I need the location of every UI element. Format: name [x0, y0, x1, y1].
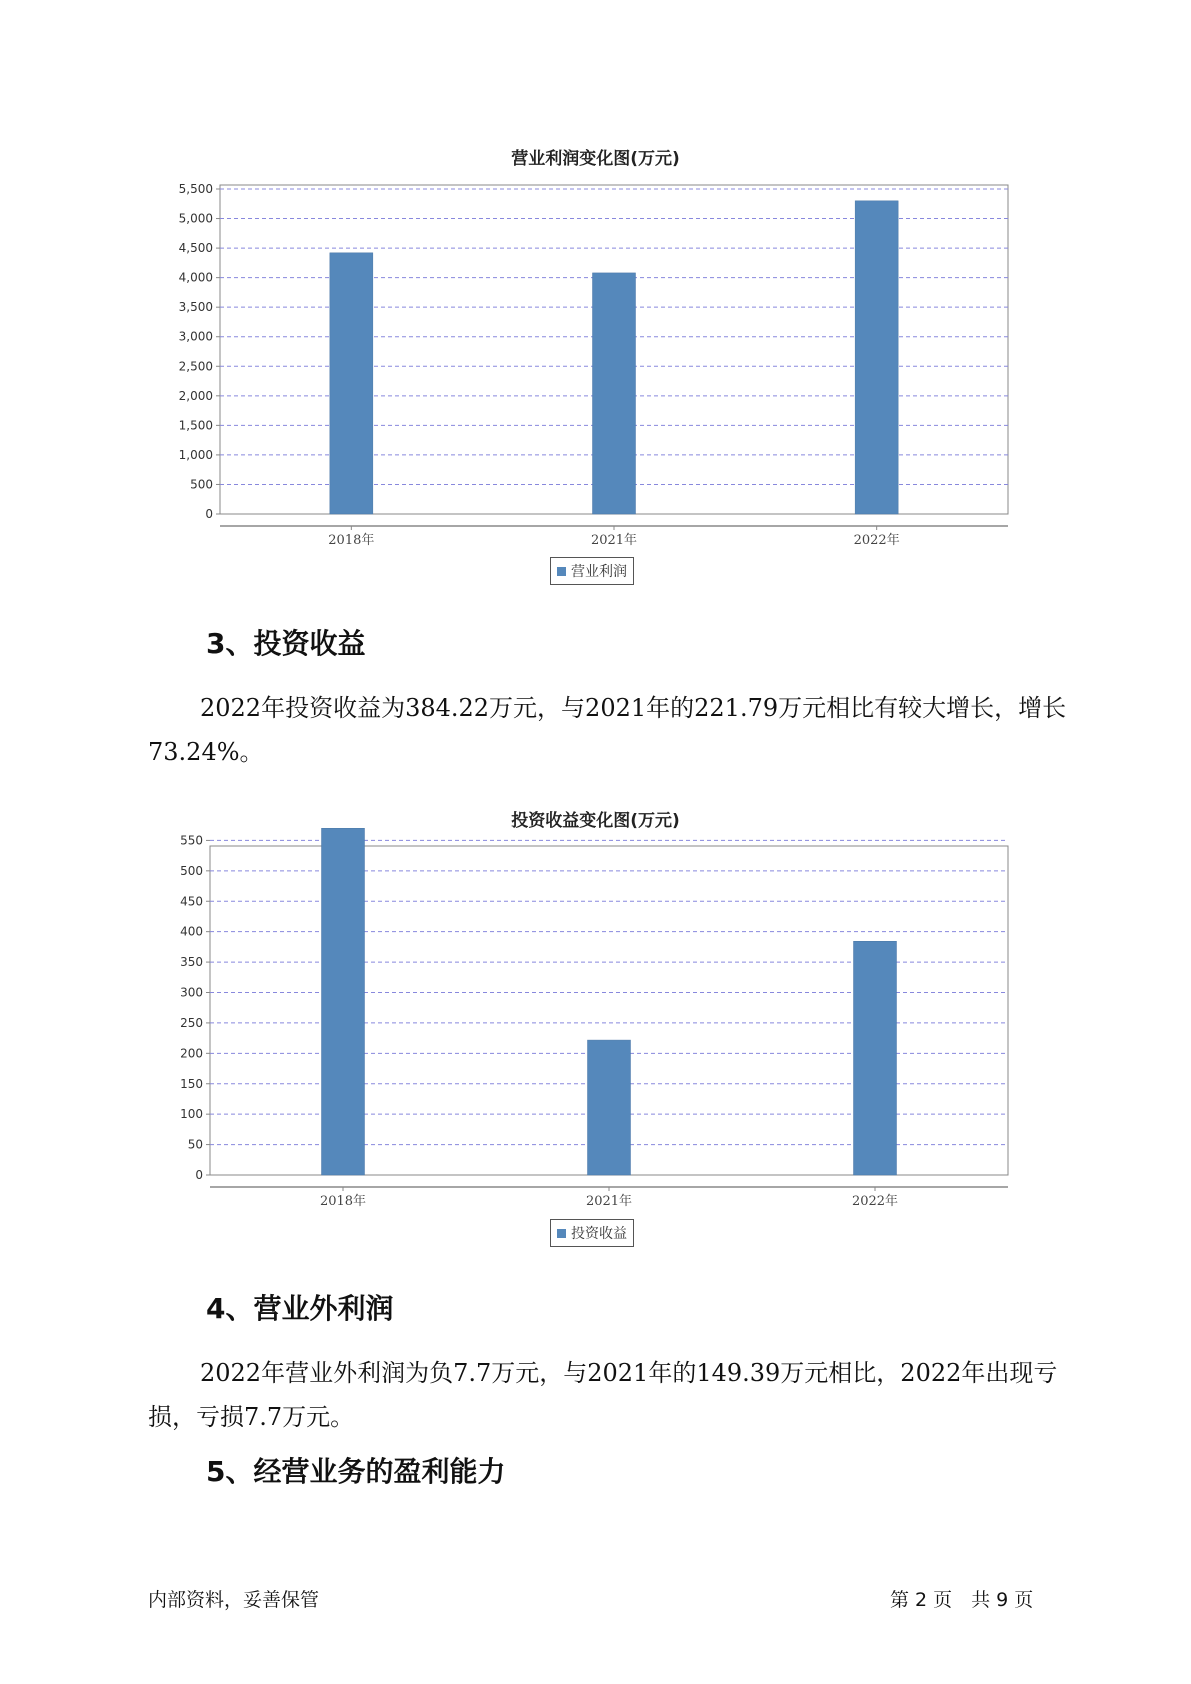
y-tick-label: 450 [180, 894, 203, 909]
footer-confidential-note: 内部资料，妥善保管 [148, 1589, 320, 1611]
section-4-paragraph: 2022年营业外利润为负7.7万元，与2021年的149.39万元相比，2022年出现亏损，亏损7.7万元。 [148, 1359, 1058, 1431]
page-total: 9 [996, 1589, 1009, 1611]
x-tick-label: 2018年 [328, 533, 375, 548]
section-5-heading: 5、经营业务的盈利能力 [206, 1455, 506, 1488]
x-tick-label: 2022年 [853, 533, 900, 548]
y-tick-label: 3,000 [178, 329, 213, 344]
investment-income-legend-label: 投资收益 [571, 1226, 627, 1242]
investment-income-legend [550, 1219, 634, 1247]
y-tick-label: 4,500 [178, 241, 213, 256]
bar [855, 201, 898, 514]
section-4-heading: 4、营业外利润 [206, 1292, 394, 1325]
footer-page-indicator [890, 1585, 1039, 1612]
legend-swatch-icon [557, 567, 566, 576]
y-tick-label: 0 [195, 1168, 203, 1182]
y-tick-label: 200 [180, 1046, 203, 1061]
y-tick-label: 4,000 [178, 270, 213, 285]
operating-profit-chart-title: 营业利润变化图(万元) [511, 149, 680, 169]
investment-income-chart [0, 832, 1191, 1232]
x-tick-label: 2022年 [851, 1194, 899, 1209]
operating-profit-chart [0, 170, 1191, 570]
x-tick-label: 2018年 [319, 1194, 367, 1209]
y-tick-label: 250 [180, 1015, 203, 1030]
y-tick-label: 2,500 [178, 359, 213, 374]
y-tick-label: 2,000 [178, 388, 213, 403]
legend-swatch-icon [557, 1229, 566, 1238]
x-tick-label: 2021年 [590, 533, 638, 548]
y-tick-label: 1,000 [178, 447, 213, 462]
y-tick-label: 5,000 [178, 211, 213, 226]
y-tick-label: 1,500 [178, 418, 213, 433]
y-tick-label: 500 [190, 477, 213, 492]
y-tick-label: 350 [180, 955, 203, 970]
y-tick-label: 0 [205, 507, 213, 521]
bar [593, 273, 636, 514]
y-tick-label: 3,500 [178, 300, 213, 315]
y-tick-label: 5,500 [178, 182, 213, 196]
bar [588, 1040, 631, 1175]
x-tick-label: 2021年 [585, 1194, 633, 1209]
y-tick-label: 300 [180, 985, 203, 1000]
page-mid: 页 共 [933, 1589, 991, 1611]
investment-income-chart-title: 投资收益变化图(万元) [511, 811, 680, 831]
operating-profit-legend-label: 营业利润 [571, 564, 627, 580]
operating-profit-legend [550, 557, 634, 585]
bar [322, 828, 365, 1175]
section-3-paragraph: 2022年投资收益为384.22万元，与2021年的221.79万元相比有较大增长，增长73.24%。 [148, 694, 1067, 766]
y-tick-label: 100 [180, 1107, 203, 1122]
bar [330, 253, 373, 514]
page-number: 2 [915, 1589, 928, 1611]
page-prefix: 第 [890, 1589, 910, 1611]
bar [854, 941, 897, 1175]
y-tick-label: 550 [180, 833, 203, 848]
section-3-heading: 3、投资收益 [206, 627, 366, 660]
y-tick-label: 50 [187, 1137, 203, 1152]
y-tick-label: 500 [180, 863, 203, 878]
page-suffix: 页 [1014, 1589, 1034, 1611]
y-tick-label: 400 [180, 924, 203, 939]
y-tick-label: 150 [180, 1076, 203, 1091]
